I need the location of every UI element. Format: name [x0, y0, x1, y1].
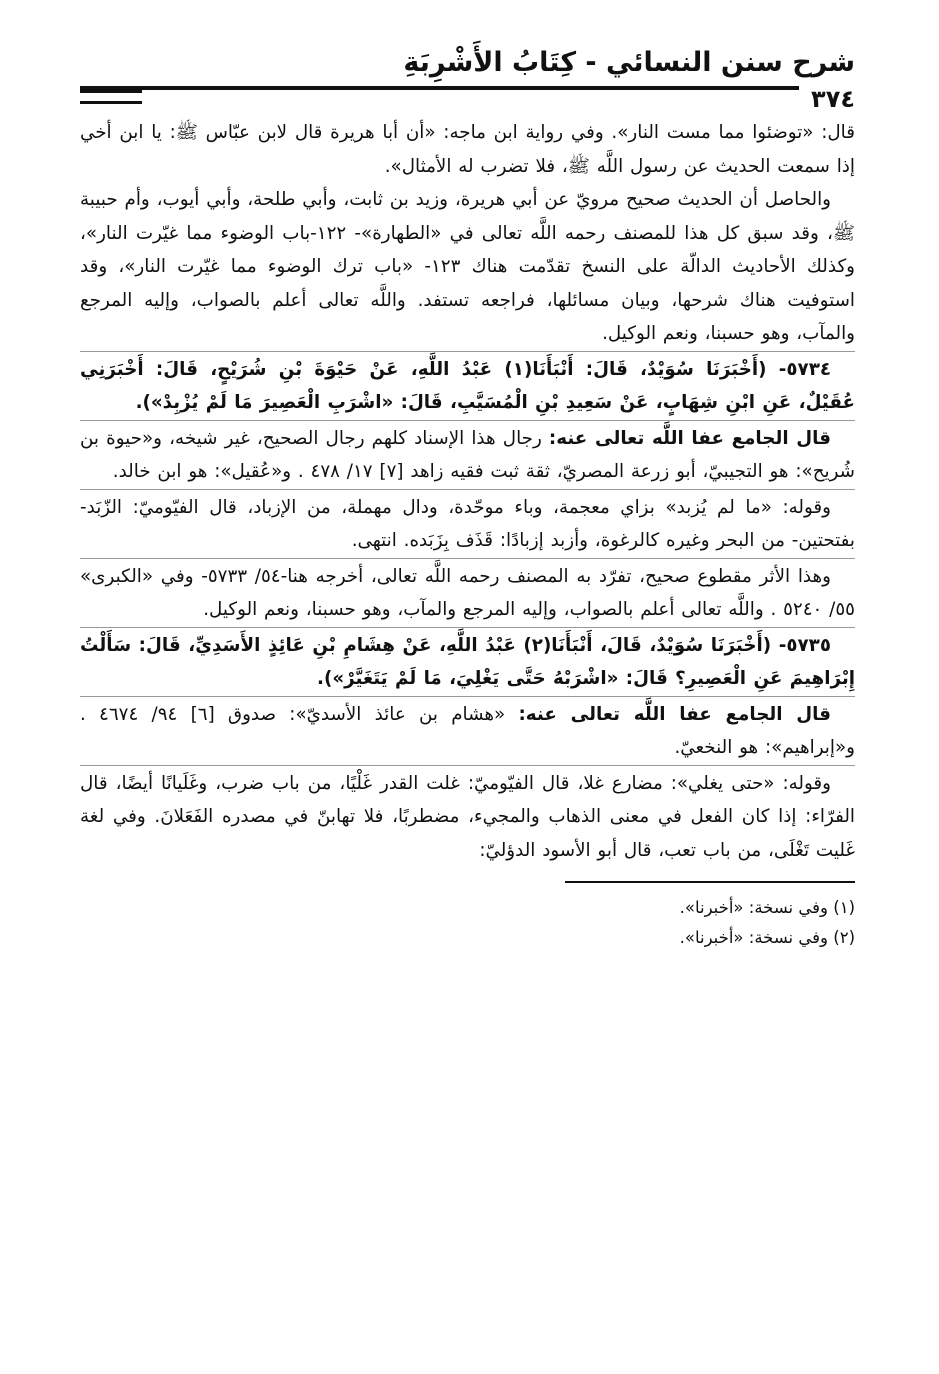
footnote-2: (٢) وفي نسخة: «أخبرنا».	[679, 928, 855, 947]
paragraph-4: وقوله: «ما لم يُزبد» بزاي معجمة، وباء موحّدة، ودال مهملة، من الإزباد، قال الفيّوميّ: الزّبَد- بفتحتين- من البحر وغيره كالرغوة، وأزبد إزبادًا: قَذَف بِزَبَده. انتهى.	[80, 489, 855, 558]
paragraph-3	[80, 420, 855, 489]
book-page	[80, 44, 855, 953]
main-text	[80, 116, 855, 867]
paragraph-3-text: رجال هذا الإسناد كلهم رجال الصحيح، غير شيخه، و«حيوة بن شُريح»: هو التجيبيّ، أبو زرعة المصريّ، ثقة ثبت فقيه زاهد [٧] ١٧/ ٤٧٨ . و«عُقيل»: هو ابن خالد.	[80, 427, 855, 482]
compiler-heading-1: قال الجامع عفا اللَّه تعالى عنه:	[548, 427, 831, 449]
page-number: ٣٧٤	[799, 84, 855, 114]
hadith-5734: ٥٧٣٤- (أَخْبَرَنَا سُوَيْدٌ، قَالَ: أَنْبَأَنَا(١) عَبْدُ اللَّهِ، عَنْ حَيْوَةَ بْنِ شُرَيْحٍ، قَالَ: أَخْبَرَنِي عُقَيْلٌ، عَنِ ابْنِ شِهَابٍ، عَنْ سَعِيدِ بْنِ الْمُسَيَّبِ، قَالَ: «اشْرَبِ الْعَصِيرَ مَا لَمْ يُزْبِدْ»).	[80, 351, 855, 420]
header-rule	[80, 86, 855, 90]
header-rule-end	[80, 90, 142, 104]
paragraph-5: وهذا الأثر مقطوع صحيح، تفرّد به المصنف رحمه اللَّه تعالى، أخرجه هنا-٥٤/ ٥٧٣٣- وفي «الكبرى» ٥٥/ ٥٢٤٠ . واللَّه تعالى أعلم بالصواب، وإليه المرجع والمآب، وهو حسبنا، ونعم الوكيل.	[80, 558, 855, 627]
compiler-heading-2: قال الجامع عفا اللَّه تعالى عنه:	[518, 703, 831, 725]
footnotes	[80, 893, 855, 953]
footnote-1: (١) وفي نسخة: «أخبرنا».	[679, 898, 855, 917]
footnote-divider	[565, 881, 855, 883]
paragraph-6	[80, 696, 855, 765]
paragraph-6-text: «هشام بن عائذ الأسديّ»: صدوق [٦] ٩٤/ ٤٦٧٤ . و«إبراهيم»: هو النخعيّ.	[80, 703, 855, 758]
paragraph-1: قال: «توضئوا مما مست النار». وفي رواية ابن ماجه: «أن أبا هريرة قال لابن عبّاس ﷺ: يا ابن أخي إذا سمعت الحديث عن رسول اللَّه ﷺ، فلا تضرب له الأمثال».	[80, 122, 855, 177]
running-header-title: شرح سنن النسائي - كِتَابُ الأَشْرِبَةِ	[403, 47, 855, 78]
hadith-5735: ٥٧٣٥- (أَخْبَرَنَا سُوَيْدٌ، قَالَ، أَنْبَأَنَا(٢) عَبْدُ اللَّهِ، عَنْ هِشَامِ بْنِ عَائِذٍ الأَسَدِيِّ، قَالَ: سَأَلْتُ إِبْرَاهِيمَ عَنِ الْعَصِيرِ؟ قَالَ: «اشْرَبْهُ حَتَّى يَغْلِيَ، مَا لَمْ يَتَغَيَّرْ»).	[80, 627, 855, 696]
paragraph-7: وقوله: «حتى يغلي»: مضارع غلا، قال الفيّوميّ: غلت القدر غَلْيًا، من باب ضرب، وغَلَيانًا أيضًا، قال الفرّاء: إذا كان الفعل في معنى الذهاب والمجيء، مضطربًا، فلا تهابنّ في مصدره الفَعَلانَ. وفي لغة غَليت تَغْلَى، من باب تعب، قال أبو الأسود الدؤليّ:	[80, 765, 855, 868]
paragraph-2: والحاصل أن الحديث صحيح مرويّ عن أبي هريرة، وزيد بن ثابت، وأبي طلحة، وأبي أيوب، وأم حبيبة ﷺ، وقد سبق كل هذا للمصنف رحمه اللَّه تعالى في «الطهارة»- ١٢٢-باب الوضوء مما غيّرت النار»، وكذلك الأحاديث الدالّة على النسخ تقدّمت هناك ١٢٣- «باب ترك الوضوء مما غيّرت النار»، وقد استوفيت هناك شرحها، وبيان مسائلها، فراجعه تستفد. واللَّه تعالى أعلم بالصواب، وإليه المرجع والمآب، وهو حسبنا، ونعم الوكيل.	[80, 189, 855, 344]
header-bar	[80, 82, 855, 116]
